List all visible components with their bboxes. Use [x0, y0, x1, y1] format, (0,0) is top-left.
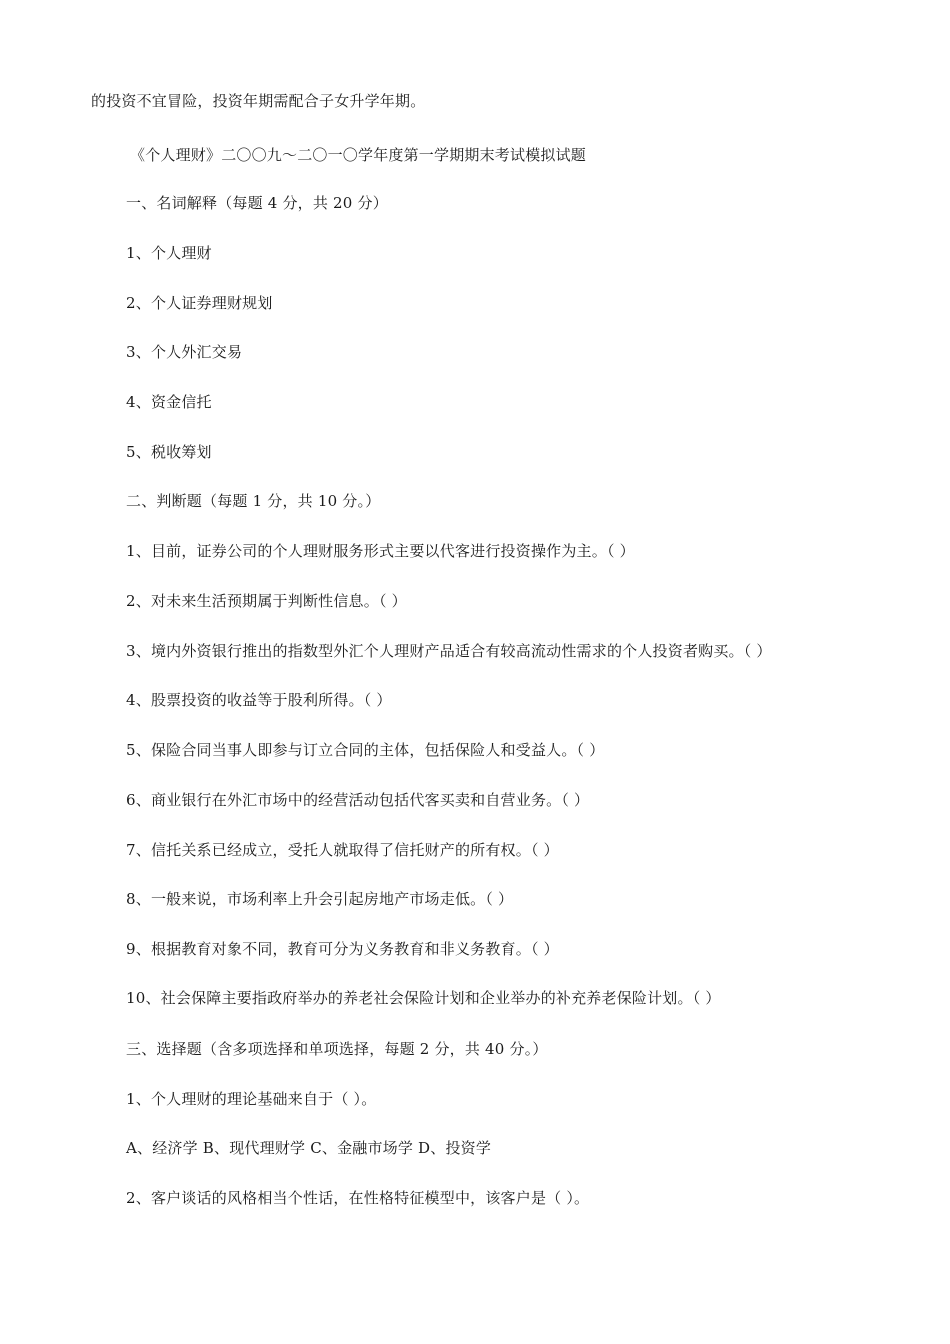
definition-item: 4、资金信托: [126, 393, 212, 411]
section-heading-definitions: 一、名词解释（每题 4 分，共 20 分）: [126, 194, 388, 212]
definition-item: 3、个人外汇交易: [126, 343, 243, 361]
definition-item: 1、个人理财: [126, 244, 212, 262]
true-false-item: 1、目前，证券公司的个人理财服务形式主要以代客进行投资操作为主。（ ）: [126, 542, 635, 560]
section-heading-multiple-choice: 三、选择题（含多项选择和单项选择，每题 2 分，共 40 分。）: [126, 1040, 548, 1058]
choice-question: 1、个人理财的理论基础来自于（ ）。: [126, 1090, 377, 1108]
true-false-item: 3、境内外资银行推出的指数型外汇个人理财产品适合有较高流动性需求的个人投资者购买。（ ）: [126, 642, 772, 660]
true-false-item: 5、保险合同当事人即参与订立合同的主体，包括保险人和受益人。（ ）: [126, 741, 605, 759]
true-false-item: 8、一般来说，市场利率上升会引起房地产市场走低。（ ）: [126, 890, 514, 908]
true-false-item: 2、对未来生活预期属于判断性信息。（ ）: [126, 592, 407, 610]
true-false-item: 4、股票投资的收益等于股利所得。（ ）: [126, 691, 392, 709]
choice-question: 2、客户谈话的风格相当个性话，在性格特征模型中，该客户是（ ）。: [126, 1189, 590, 1207]
section-heading-true-false: 二、判断题（每题 1 分，共 10 分。）: [126, 492, 381, 510]
choice-options: A、经济学 B、现代理财学 C、金融市场学 D、投资学: [126, 1139, 492, 1157]
exam-title: 《个人理财》二〇〇九～二〇一〇学年度第一学期期末考试模拟试题: [130, 146, 587, 164]
true-false-item: 6、商业银行在外汇市场中的经营活动包括代客买卖和自营业务。（ ）: [126, 791, 590, 809]
definition-item: 5、税收筹划: [126, 443, 212, 461]
true-false-item: 10、社会保障主要指政府举办的养老社会保险计划和企业举办的补充养老保险计划。（ ）: [126, 989, 721, 1007]
continuation-line: 的投资不宜冒险，投资年期需配合子女升学年期。: [91, 92, 426, 110]
definition-item: 2、个人证券理财规划: [126, 294, 273, 312]
true-false-item: 9、根据教育对象不同，教育可分为义务教育和非义务教育。（ ）: [126, 940, 559, 958]
true-false-item: 7、信托关系已经成立，受托人就取得了信托财产的所有权。（ ）: [126, 841, 559, 859]
